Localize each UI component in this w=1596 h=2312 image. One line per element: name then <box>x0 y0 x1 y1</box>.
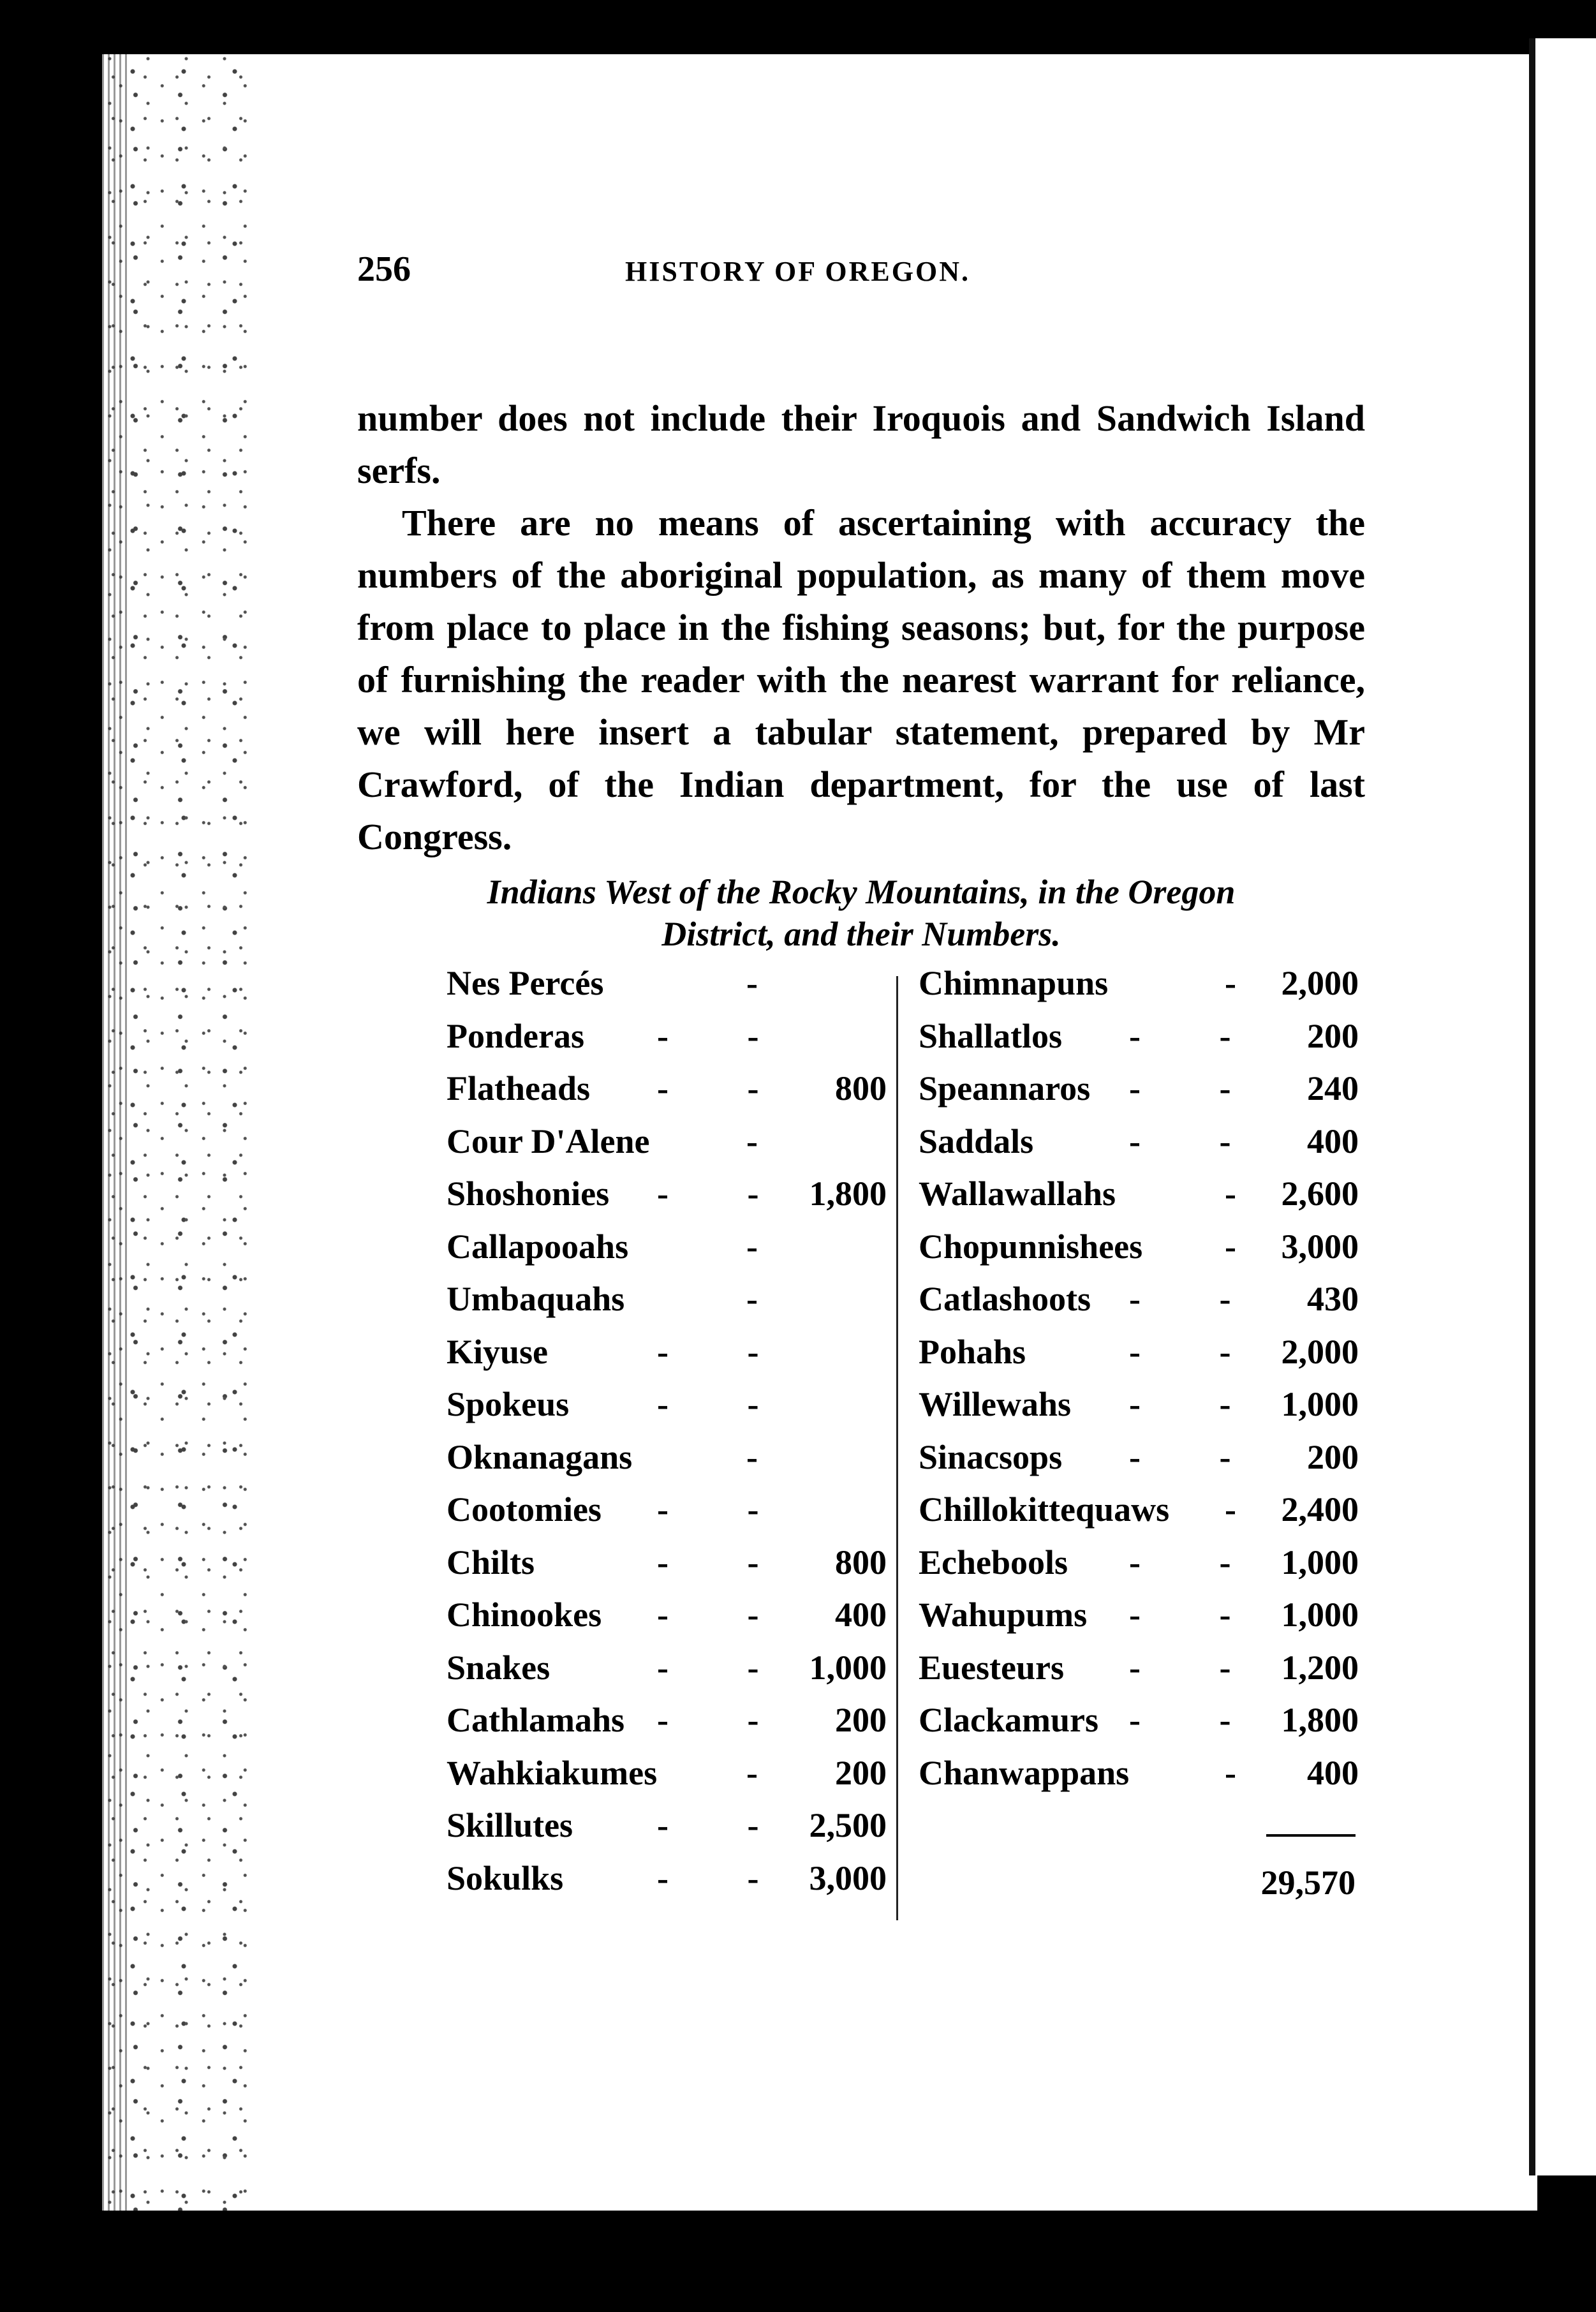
table-row <box>919 1384 1359 1437</box>
tribe-name: Chillokittequaws <box>919 1490 1170 1529</box>
tribe-name: Shoshonies <box>447 1175 610 1213</box>
tribe-name: Chilts <box>447 1543 535 1582</box>
table-row <box>447 1648 893 1701</box>
table-row <box>447 1384 893 1437</box>
leader-dashes: - - <box>1129 1069 1231 1108</box>
leader-dashes: - <box>746 1227 758 1266</box>
leader-dashes: - - <box>657 1332 759 1371</box>
tribe-name: Catlashoots <box>919 1280 1091 1318</box>
table-row <box>919 1174 1359 1227</box>
tribe-name: Wallawallahs <box>919 1175 1116 1213</box>
tribe-name: Chimnapuns <box>919 964 1109 1002</box>
body-text <box>357 392 1365 863</box>
table-caption <box>357 871 1365 955</box>
tribe-count: 1,200 <box>1281 1648 1359 1687</box>
tribe-name: Willewahs <box>919 1385 1072 1423</box>
tribe-name: Flatheads <box>447 1069 591 1108</box>
tribe-count: 200 <box>1307 1437 1359 1476</box>
table-row <box>447 1122 893 1175</box>
tribe-count: 200 <box>1307 1016 1359 1055</box>
tribe-count: 2,500 <box>809 1806 887 1844</box>
tribe-count: 200 <box>835 1753 887 1792</box>
leader-dashes: - - <box>1129 1648 1231 1687</box>
leader-dashes: - - <box>1129 1596 1231 1634</box>
table-row <box>919 1490 1359 1543</box>
table-row <box>919 1648 1359 1701</box>
table-row <box>919 963 1359 1016</box>
tribe-count: 400 <box>835 1596 887 1634</box>
leader-dashes: - - <box>657 1490 759 1529</box>
leader-dashes: - - <box>1129 1543 1231 1582</box>
table-row <box>919 1753 1359 1806</box>
tribe-name: Spokeus <box>447 1385 570 1423</box>
leader-dashes: - - <box>1129 1016 1231 1055</box>
tribe-count: 1,000 <box>809 1648 887 1687</box>
leader-dashes: - <box>1225 1175 1236 1213</box>
table-row <box>919 1332 1359 1385</box>
tribe-name: Kiyuse <box>447 1332 549 1371</box>
tribe-population-table <box>447 963 1359 1920</box>
tribe-count: 2,600 <box>1281 1175 1359 1213</box>
table-row <box>447 1753 893 1806</box>
table-row <box>447 1332 893 1385</box>
tribe-count: 800 <box>835 1069 887 1108</box>
tribe-name: Sokulks <box>447 1858 564 1897</box>
table-row <box>447 1858 893 1911</box>
leader-dashes: - - <box>1129 1122 1231 1160</box>
tribe-name: Chinookes <box>447 1596 602 1634</box>
foxing-speckles <box>102 54 255 2211</box>
tribe-count: 400 <box>1307 1122 1359 1160</box>
tribe-count: 1,000 <box>1281 1596 1359 1634</box>
tribe-name: Callapooahs <box>447 1227 629 1266</box>
leader-dashes: - <box>746 1437 758 1476</box>
tribe-count: 1,000 <box>1281 1543 1359 1582</box>
leader-dashes: - <box>1225 1490 1236 1529</box>
tribe-name: Clackamurs <box>919 1701 1098 1739</box>
tribe-name: Cathlamahs <box>447 1701 625 1739</box>
tribe-name: Wahupums <box>919 1596 1088 1634</box>
tribe-count: 2,400 <box>1281 1490 1359 1529</box>
tribe-count: 400 <box>1307 1753 1359 1792</box>
column-divider <box>896 976 898 1920</box>
tribe-name: Echebools <box>919 1543 1068 1582</box>
leader-dashes: - - <box>657 1858 759 1897</box>
table-row <box>447 1069 893 1122</box>
table-row <box>447 1174 893 1227</box>
tribe-count: 2,000 <box>1281 1332 1359 1371</box>
page-number: 256 <box>357 249 411 289</box>
table-row <box>447 963 893 1016</box>
tribe-count: 240 <box>1307 1069 1359 1108</box>
leader-dashes: - - <box>657 1806 759 1844</box>
table-row <box>447 1595 893 1648</box>
table-row <box>447 1279 893 1332</box>
table-row <box>919 1279 1359 1332</box>
tribe-name: Umbaquahs <box>447 1280 625 1318</box>
tribe-name: Pohahs <box>919 1332 1026 1371</box>
paragraph-population: There are no means of ascertaining with accuracy the numbers of the aboriginal population, as many of them move from place to place in the fishing seasons; but, for the purpose of furnishing the reader with the nearest warrant for reliance, we will here insert a tabular statement, prepared by Mr Crawford, of the Indian department, for the use of last Congress. <box>357 502 1365 857</box>
table-left-column <box>447 963 893 1911</box>
table-caption-line-1: Indians West of the Rocky Mountains, in the Oregon <box>487 873 1236 911</box>
tribe-name: Ponderas <box>447 1016 584 1055</box>
running-head: HISTORY OF OREGON. <box>625 256 971 287</box>
paragraph-continuation: number does not include their Iroquois and Sandwich Island serfs. <box>357 397 1365 491</box>
total-rule <box>1266 1834 1356 1837</box>
table-right-column <box>919 963 1359 1805</box>
leader-dashes: - - <box>657 1701 759 1739</box>
tribe-name: Wahkiakumes <box>447 1753 658 1792</box>
tribe-name: Shallatlos <box>919 1016 1063 1055</box>
leader-dashes: - <box>746 1280 758 1318</box>
tribe-name: Skillutes <box>447 1806 573 1844</box>
tribe-name: Chopunnishees <box>919 1227 1143 1266</box>
table-row <box>919 1595 1359 1648</box>
table-row <box>919 1016 1359 1069</box>
table-row <box>447 1016 893 1069</box>
table-total: 29,570 <box>1260 1864 1356 1902</box>
leader-dashes: - <box>1225 964 1236 1002</box>
leader-dashes: - - <box>657 1543 759 1582</box>
tribe-count: 800 <box>835 1543 887 1582</box>
table-row <box>919 1227 1359 1280</box>
tribe-count: 2,000 <box>1281 964 1359 1002</box>
tribe-name: Euesteurs <box>919 1648 1064 1687</box>
leader-dashes: - - <box>1129 1437 1231 1476</box>
table-row <box>919 1543 1359 1596</box>
leader-dashes: - <box>746 964 758 1002</box>
tribe-name: Sinacsops <box>919 1437 1063 1476</box>
table-row <box>447 1805 893 1858</box>
leader-dashes: - - <box>657 1175 759 1213</box>
tribe-name: Nes Percés <box>447 964 604 1002</box>
leader-dashes: - - <box>1129 1332 1231 1371</box>
leader-dashes: - - <box>657 1385 759 1423</box>
leader-dashes: - - <box>1129 1385 1231 1423</box>
tribe-name: Oknanagans <box>447 1437 633 1476</box>
leader-dashes: - - <box>657 1069 759 1108</box>
leader-dashes: - - <box>657 1596 759 1634</box>
tribe-name: Saddals <box>919 1122 1034 1160</box>
tribe-count: 1,800 <box>1281 1701 1359 1739</box>
leader-dashes: - - <box>657 1648 759 1687</box>
table-row <box>919 1700 1359 1753</box>
tribe-count: 3,000 <box>1281 1227 1359 1266</box>
tribe-name: Cootomies <box>447 1490 602 1529</box>
tribe-name: Snakes <box>447 1648 550 1687</box>
tribe-count: 200 <box>835 1701 887 1739</box>
table-row <box>447 1543 893 1596</box>
table-row <box>447 1700 893 1753</box>
table-row <box>447 1227 893 1280</box>
table-row <box>919 1069 1359 1122</box>
tribe-count: 430 <box>1307 1280 1359 1318</box>
leader-dashes: - <box>746 1753 758 1792</box>
leader-dashes: - - <box>1129 1701 1231 1739</box>
leader-dashes: - <box>1225 1753 1236 1792</box>
leader-dashes: - <box>1225 1227 1236 1266</box>
table-caption-line-2: District, and their Numbers. <box>661 915 1061 953</box>
tribe-name: Chanwappans <box>919 1753 1130 1792</box>
leader-dashes: - - <box>1129 1280 1231 1318</box>
table-row <box>919 1437 1359 1490</box>
table-row <box>447 1490 893 1543</box>
facing-page-edge <box>1529 38 1596 2175</box>
table-row <box>447 1437 893 1490</box>
leader-dashes: - - <box>657 1016 759 1055</box>
table-row <box>919 1122 1359 1175</box>
page-header <box>357 249 1365 300</box>
leader-dashes: - <box>746 1122 758 1160</box>
tribe-count: 3,000 <box>809 1858 887 1897</box>
tribe-count: 1,000 <box>1281 1385 1359 1423</box>
tribe-count: 1,800 <box>809 1175 887 1213</box>
tribe-name: Speannaros <box>919 1069 1091 1108</box>
tribe-name: Cour D'Alene <box>447 1122 650 1160</box>
